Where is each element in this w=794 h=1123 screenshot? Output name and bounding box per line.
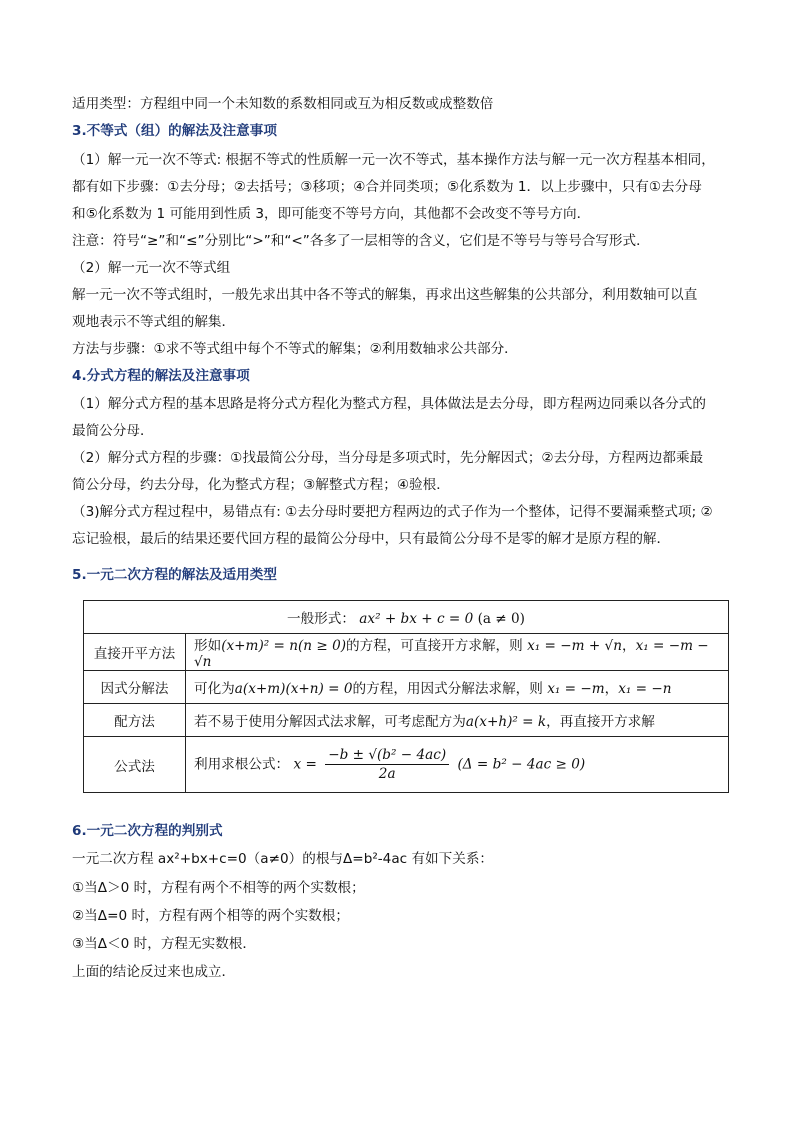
method-description	[186, 634, 729, 671]
desc-text: 若不易于使用分解因式法求解，可考虑配方为	[194, 714, 466, 730]
solution-2: x₁ = −m − √n	[194, 638, 709, 670]
table-header-row	[84, 601, 729, 634]
method-name: 配方法	[84, 704, 186, 737]
method-description	[186, 671, 729, 704]
discriminant-condition: (Δ = b² − 4ac ≥ 0)	[457, 756, 586, 773]
text-line: （1）解一元一次不等式: 根据不等式的性质解一元一次不等式，基本操作方法与解一元一次方程基本相同，	[72, 152, 715, 168]
quadratic-methods-table	[83, 600, 729, 793]
section-heading-3: 3.不等式（组）的解法及注意事项	[72, 123, 277, 139]
fraction-denominator: 2a	[378, 766, 396, 782]
text-line: ③当Δ＜0 时，方程无实数根．	[72, 936, 256, 952]
table-row	[84, 704, 729, 737]
text-line: 注意：符号“≥”和“≤”分别比“>”和“<”各多了一层相等的含义，它们是不等号与等号合写形式．	[72, 233, 650, 249]
general-form-formula: ax² + bx + c = 0	[359, 611, 474, 627]
text-line: 适用类型：方程组中同一个未知数的系数相同或互为相反数或成整数倍	[72, 96, 494, 112]
desc-text: 的方程，用因式分解法求解，则	[352, 681, 543, 697]
formula: (x+m)² = n(n ≥ 0)	[221, 638, 347, 654]
text-line: ①当Δ＞0 时，方程有两个不相等的两个实数根；	[72, 880, 365, 896]
desc-text: 的方程，可直接开方求解，则	[346, 638, 523, 654]
text-line: （2）解分式方程的步骤：①找最简公分母，当分母是多项式时，先分解因式；②去分母，方程两边都乘最	[72, 450, 704, 466]
method-name: 公式法	[84, 737, 186, 793]
desc-text: 形如	[194, 638, 222, 654]
general-form-condition: (a ≠ 0)	[477, 611, 525, 627]
method-description	[186, 737, 729, 793]
text-line: （2）解一元一次不等式组	[72, 260, 231, 276]
quadratic-formula-fraction	[325, 746, 449, 783]
text-line: 方法与步骤：①求不等式组中每个不等式的解集；②利用数轴求公共部分．	[72, 341, 518, 357]
section-heading-6: 6.一元二次方程的判别式	[72, 823, 223, 839]
method-name: 直接开平方法	[84, 634, 186, 671]
text-line: 观地表示不等式组的解集．	[72, 314, 236, 330]
section-heading-5: 5.一元二次方程的解法及适用类型	[72, 567, 277, 583]
solution-1: x₁ = −m + √n	[527, 638, 622, 654]
method-description	[186, 704, 729, 737]
formula: a(x+m)(x+n) = 0	[234, 681, 353, 697]
table-row	[84, 671, 729, 704]
solution-1: x₁ = −m	[547, 681, 605, 697]
table-row	[84, 634, 729, 671]
general-form-label: 一般形式：	[287, 611, 355, 627]
solution-2: x₁ = −n	[618, 681, 672, 697]
text-line: （1）解分式方程的基本思路是将分式方程化为整式方程，具体做法是去分母，即方程两边同乘以各分式的	[72, 396, 706, 412]
text-line: ②当Δ=0 时，方程有两个相等的两个实数根；	[72, 908, 349, 924]
fraction-numerator: −b ± √(b² − 4ac)	[325, 746, 449, 765]
table-row	[84, 737, 729, 793]
section-heading-4: 4.分式方程的解法及注意事项	[72, 368, 250, 384]
text-line: 简公分母，约去分母，化为整式方程；③解整式方程；④验根．	[72, 477, 450, 493]
desc-text: 利用求根公式：	[194, 756, 290, 773]
text-line: 上面的结论反过来也成立．	[72, 964, 236, 980]
text-line: 一元二次方程 ax²+bx+c=0（a≠0）的根与Δ=b²-4ac 有如下关系：	[72, 851, 494, 867]
desc-text: 可化为	[194, 681, 235, 697]
text-line: 解一元一次不等式组时，一般先求出其中各不等式的解集，再求出这些解集的公共部分，利用数轴可以直	[72, 287, 698, 303]
text-line: （3)解分式方程过程中，易错点有: ①去分母时要把方程两边的式子作为一个整体，记得不要漏乘整式项; ②	[72, 504, 713, 520]
text-line: 都有如下步骤：①去分母；②去括号；③移项；④合并同类项；⑤化系数为 1．以上步骤中，只有①去分母	[72, 179, 702, 195]
text-line: 忘记验根，最后的结果还要代回方程的最简公分母中，只有最简公分母不是零的解才是原方程的解．	[72, 531, 671, 547]
separator: ，	[621, 638, 636, 654]
method-name: 因式分解法	[84, 671, 186, 704]
separator: ，	[604, 681, 619, 697]
desc-text: ，再直接开方求解	[546, 714, 655, 730]
formula-x-eq: x =	[293, 756, 317, 773]
text-line: 最简公分母．	[72, 423, 154, 439]
formula: a(x+h)² = k	[465, 714, 547, 730]
general-form-cell	[84, 601, 729, 634]
text-line: 和⑤化系数为 1 可能用到性质 3，即可能变不等号方向，其他都不会改变不等号方向．	[72, 206, 591, 222]
